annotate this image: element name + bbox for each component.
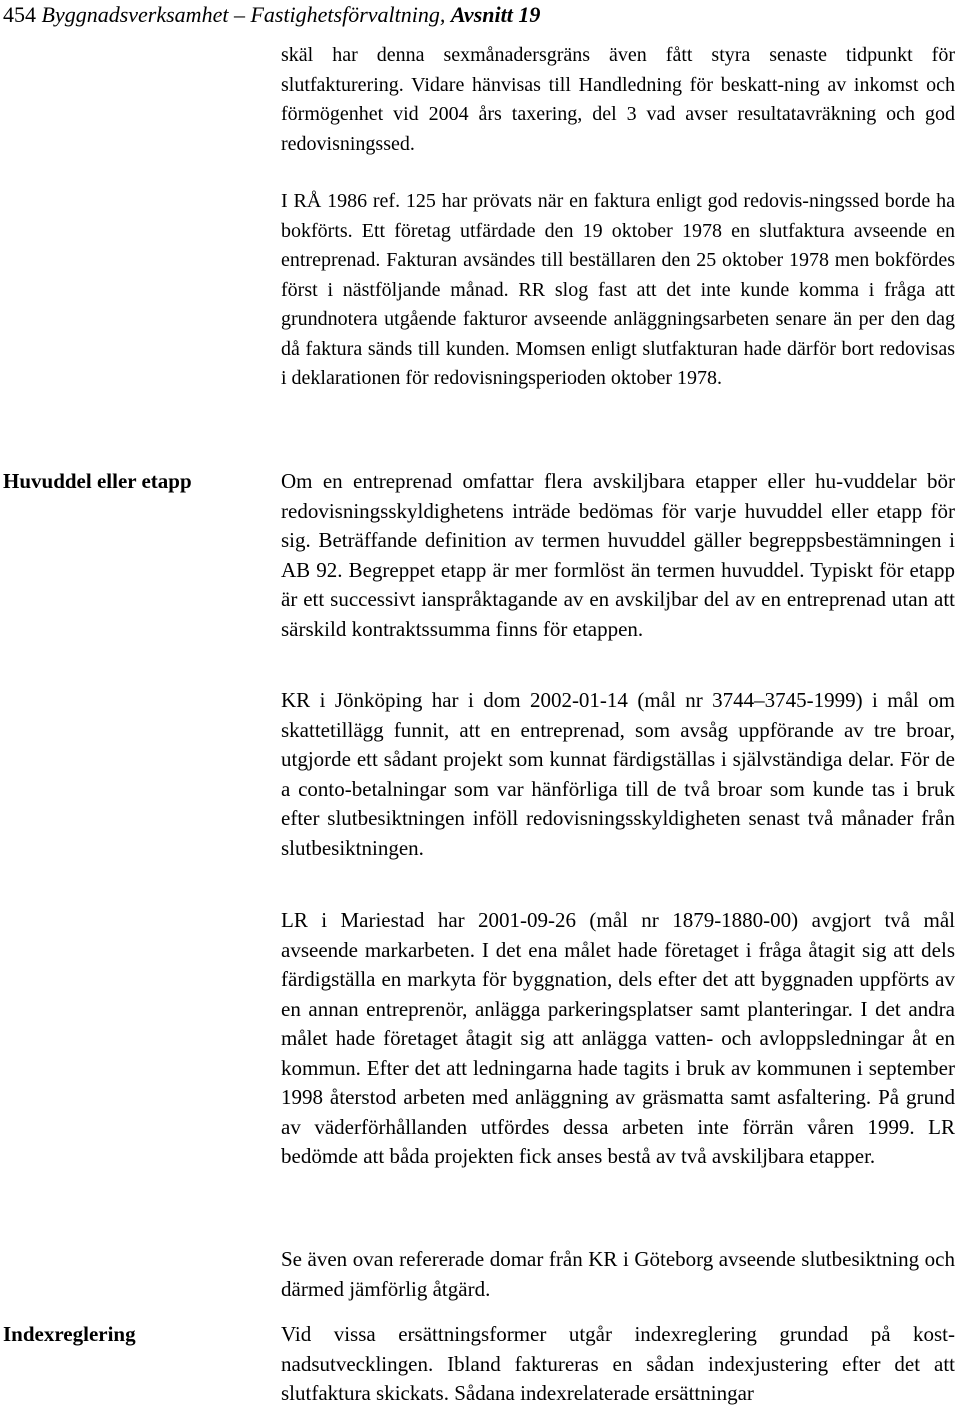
paragraph-huvuddel: Om en entreprenad omfattar flera avskiljbara etapper eller hu-vuddelar bör redovisningsskyldighetens inträde bedömas för varje huvuddel eller etapp för sig. Beträffande definition av termen huvuddel gäller begreppsbestämningen i AB 92. Begreppet etapp är mer formlöst än termen huvuddel. Typiskt för etapp är ett successivt ianspråktagande av en avskiljbar del av en entreprenad utan att särskild kontraktssumma finns för etappen. [281,469,955,641]
paragraph-se-aven: Se även ovan refererade domar från KR i Göteborg avseende slutbesiktning och därmed jämförlig åtgärd. [281,1247,955,1301]
paragraph-kr-jonkoping: KR i Jönköping har i dom 2002-01-14 (mål nr 3744–3745-1999) i mål om skattetillägg funnit, att en entreprenad, som avsåg uppförande av tre broar, utgjorde ett sådant projekt som kunnat färdigställas i självständiga delar. För de a conto-betalningar som var hänförliga till de två broar som kunde tas i bruk efter slutbesiktningen inföll redovisningsskyldigheten senast två månader från slutbesiktningen. [281,688,955,860]
paragraph-lr-mariestad: LR i Mariestad har 2001-09-26 (mål nr 1879-1880-00) avgjort två mål avseende markarbeten. I det ena målet hade företaget i fråga åtagit sig att dels färdigställa en markyta för byggnation, dels efter det att byggnaden uppförts av en annan entreprenör, anlägga parkeringsplatser samt planteringar. I det andra målet hade företaget åtagit sig att anlägga vatten- och avloppsledningar åt en kommun. Efter det att ledningarna hade tagits i bruk av kommunen i september 1998 återstod arbeten med anläggning av gräsmatta samt asfaltering. På grund av väderförhållanden utfördes dessa arbeten inte förrän våren 1999. LR bedömde att båda projekten fick anses bestå av två avskiljbara etapper. [281,908,955,1168]
paragraph-sexmanadersgrans: skäl har denna sexmånadersgräns även fått styra senaste tidpunkt för slutfakturering. Vidare hänvisas till Handledning för beskatt-ning av inkomst och förmögenhet vid 2004 års taxering, del 3 vad avser resultatavräkning och god redovisningssed. [281,44,955,155]
page-number: 454 [3,2,36,27]
margin-note-huvuddel: Huvuddel eller etapp [3,469,192,493]
paragraph-ra-1986: I RÅ 1986 ref. 125 har prövats när en faktura enligt god redovis-ningssed borde ha bokförts. Ett företag utfärdade den 19 oktober 1978 en slutfaktura avseende en entreprenad. Fakturan avsändes till beställaren den 25 oktober 1978 men bokfördes först i nästföljande månad. RR slog fast att det inte kunde komma i fråga att grundnotera utgående fakturor avseende anläggningsarbeten senare än per den dag då faktura sänds till kunden. Momsen enligt slutfakturan hade därför bort redovisas i deklarationen för redovisningsperioden oktober 1978. [281,190,955,389]
margin-note-indexreglering: Indexreglering [3,1322,136,1346]
paragraph-indexreglering: Vid vissa ersättningsformer utgår indexreglering grundad på kost-nadsutvecklingen. Ibland faktureras en sådan indexjustering efter det att slutfaktura skickats. Sådana indexrelaterade ersättningar [281,1322,955,1405]
header-section: Avsnitt 19 [450,2,541,27]
header-title: Byggnadsverksamhet – Fastighetsförvaltning, [41,2,446,27]
page-header [3,0,540,30]
